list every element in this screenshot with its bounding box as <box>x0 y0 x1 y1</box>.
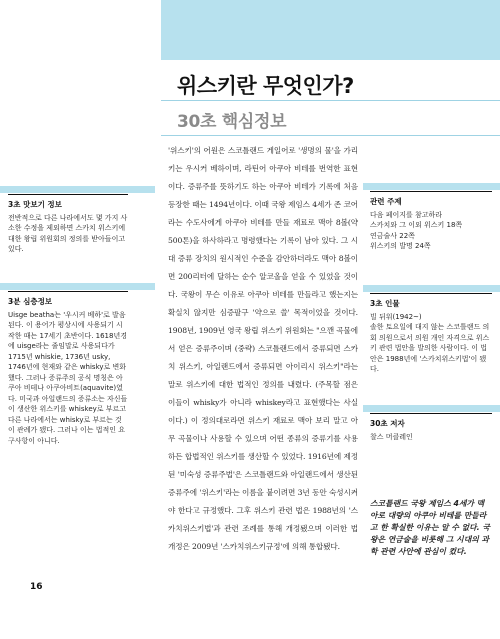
people-heading: 3초 인물 <box>370 293 492 310</box>
sidebar-band <box>363 285 500 292</box>
deep-info-box <box>8 291 128 446</box>
sidebar-band <box>363 405 500 412</box>
page-subtitle: 30초 핵심정보 <box>177 112 287 132</box>
sidebar-band <box>0 283 155 290</box>
deep-info-text: Uisge beatha는 '우시커 베하'로 발음된다. 이 용어가 평상시에 사용되기 시작한 때는 17세기 초반이다. 1618년경에 uisge라는 줄임말로 사용되다가 1715년 whiskie, 1736년 usky, 1746년에 현재와 같은 whisky로 변화했다. 그러나 증류주의 공식 명칭은 아쿠아 비테나 아쿠아비트(aquavite)였다. 미국과 아일랜드의 증류소는 자신들이 생산한 위스키를 whiskey로 부르고 다른 나라에서는 whisky로 부르는 것이 관례가 됐다. 그러나 이는 법적인 요구사항이 아니다. <box>8 310 128 445</box>
page-number: 16 <box>30 582 43 592</box>
body-paragraph: '위스키'의 어원은 스코틀랜드 게일어로 '생명의 물'을 가리키는 우시커 베하이며, 라틴어 아쿠아 비테를 번역한 표현이다. 증류주를 뜻하기도 하는 아쿠아 비테가 기록에 처음 등장한 때는 1494년이다. 이때 국왕 제임스 4세가 존 코어라는 수도사에게 아쿠아 비테를 만들 재료로 맥아 8볼(약 500톤)을 하사하라고 명령했다는 기록이 남아 있다. 그 시대 증류 장치의 원시적인 수준을 감안하더라도 맥아 8볼이면 200리터에 달하는 순수 알코올을 얻을 수 있었을 것이다. 국왕이 무슨 이유로 아쿠아 비테를 만들라고 했는지는 확실치 않지만 심증팔구 '약으로 쓸' 목적이었을 것이다. 1908년, 1909년 영국 왕립 위스키 위원회는 "으깬 곡물에서 얻은 증류주이며 (중략) 스코틀랜드에서 증류되면 스카치 위스키, 아일랜드에서 증류되면 아이리시 위스키"라는 말로 위스키에 대한 법적인 정의를 내렸다. (주목할 점은 이들이 whisky가 아니라 whiskey라고 표현했다는 사실이다.) 이 정의대로라면 위스키 재료로 맥아 보리 말고 아무 곡물이나 사용할 수 있으며 어떤 종류의 증류기를 사용하든 합법적인 위스키를 생산할 수 있었다. 1916년에 제정된 '미숙성 증류주법'은 스코틀랜드와 아일랜드에서 생산된 증류주에 '위스키'라는 이름을 붙이려면 3년 동안 숙성시켜야 한다고 규정했다. 그후 위스키 관련 법은 1988년의 '스카치위스키법'과 관련 조례를 통해 개정됐으며 이러한 법 개정은 2009년 '스카치위스키규정'에 의해 통합됐다. <box>168 146 358 551</box>
sidebar-band <box>363 183 500 190</box>
deep-info-heading: 3분 심층정보 <box>8 291 128 308</box>
author-box <box>370 413 492 442</box>
image-caption: 스코틀랜드 국왕 제임스 4세가 맥아로 대량의 아쿠아 비테를 만들라고 한 확실한 이유는 알 수 없다. 국왕은 연금술을 비롯해 그 시대의 과학 관련 사안에 관심이 컸다. <box>370 499 490 556</box>
author-heading: 30초 저자 <box>370 413 492 430</box>
header-band <box>161 0 500 60</box>
related-topics-box <box>370 191 492 252</box>
page-title: 위스키란 무엇인가? <box>177 74 354 98</box>
title-divider <box>161 100 500 101</box>
sidebar-band <box>0 186 155 193</box>
subtitle-divider <box>161 135 500 136</box>
author-name: 찰스 머클레인 <box>370 432 413 441</box>
quick-info-heading: 3초 맛보기 정보 <box>8 194 128 211</box>
related-topics-heading: 관련 주제 <box>370 191 492 208</box>
quick-info-text: 전반적으로 다른 나라에서도 몇 가지 사소한 수정을 제외하면 스카치 위스키에 대한 왕립 위원회의 정의를 받아들이고 있다. <box>8 213 128 253</box>
quick-info-box <box>8 194 128 255</box>
related-topics-text: 다음 페이지를 참고하라 스카치와 그 이외 위스키 18쪽 연금술사 22쪽 위스키의 발명 24쪽 <box>370 210 463 250</box>
people-text: 빌 뒤워(1942~) 솔한 토요일에 대지 않는 스코틀랜드 의회 의원으로서 의원 개인 자격으로 위스키 관련 법안을 발의한 사람이다. 이 법안은 1988년에 '스카치위스키법'이 됐다. <box>370 312 490 373</box>
people-box <box>370 293 492 375</box>
main-body-text <box>168 142 358 556</box>
